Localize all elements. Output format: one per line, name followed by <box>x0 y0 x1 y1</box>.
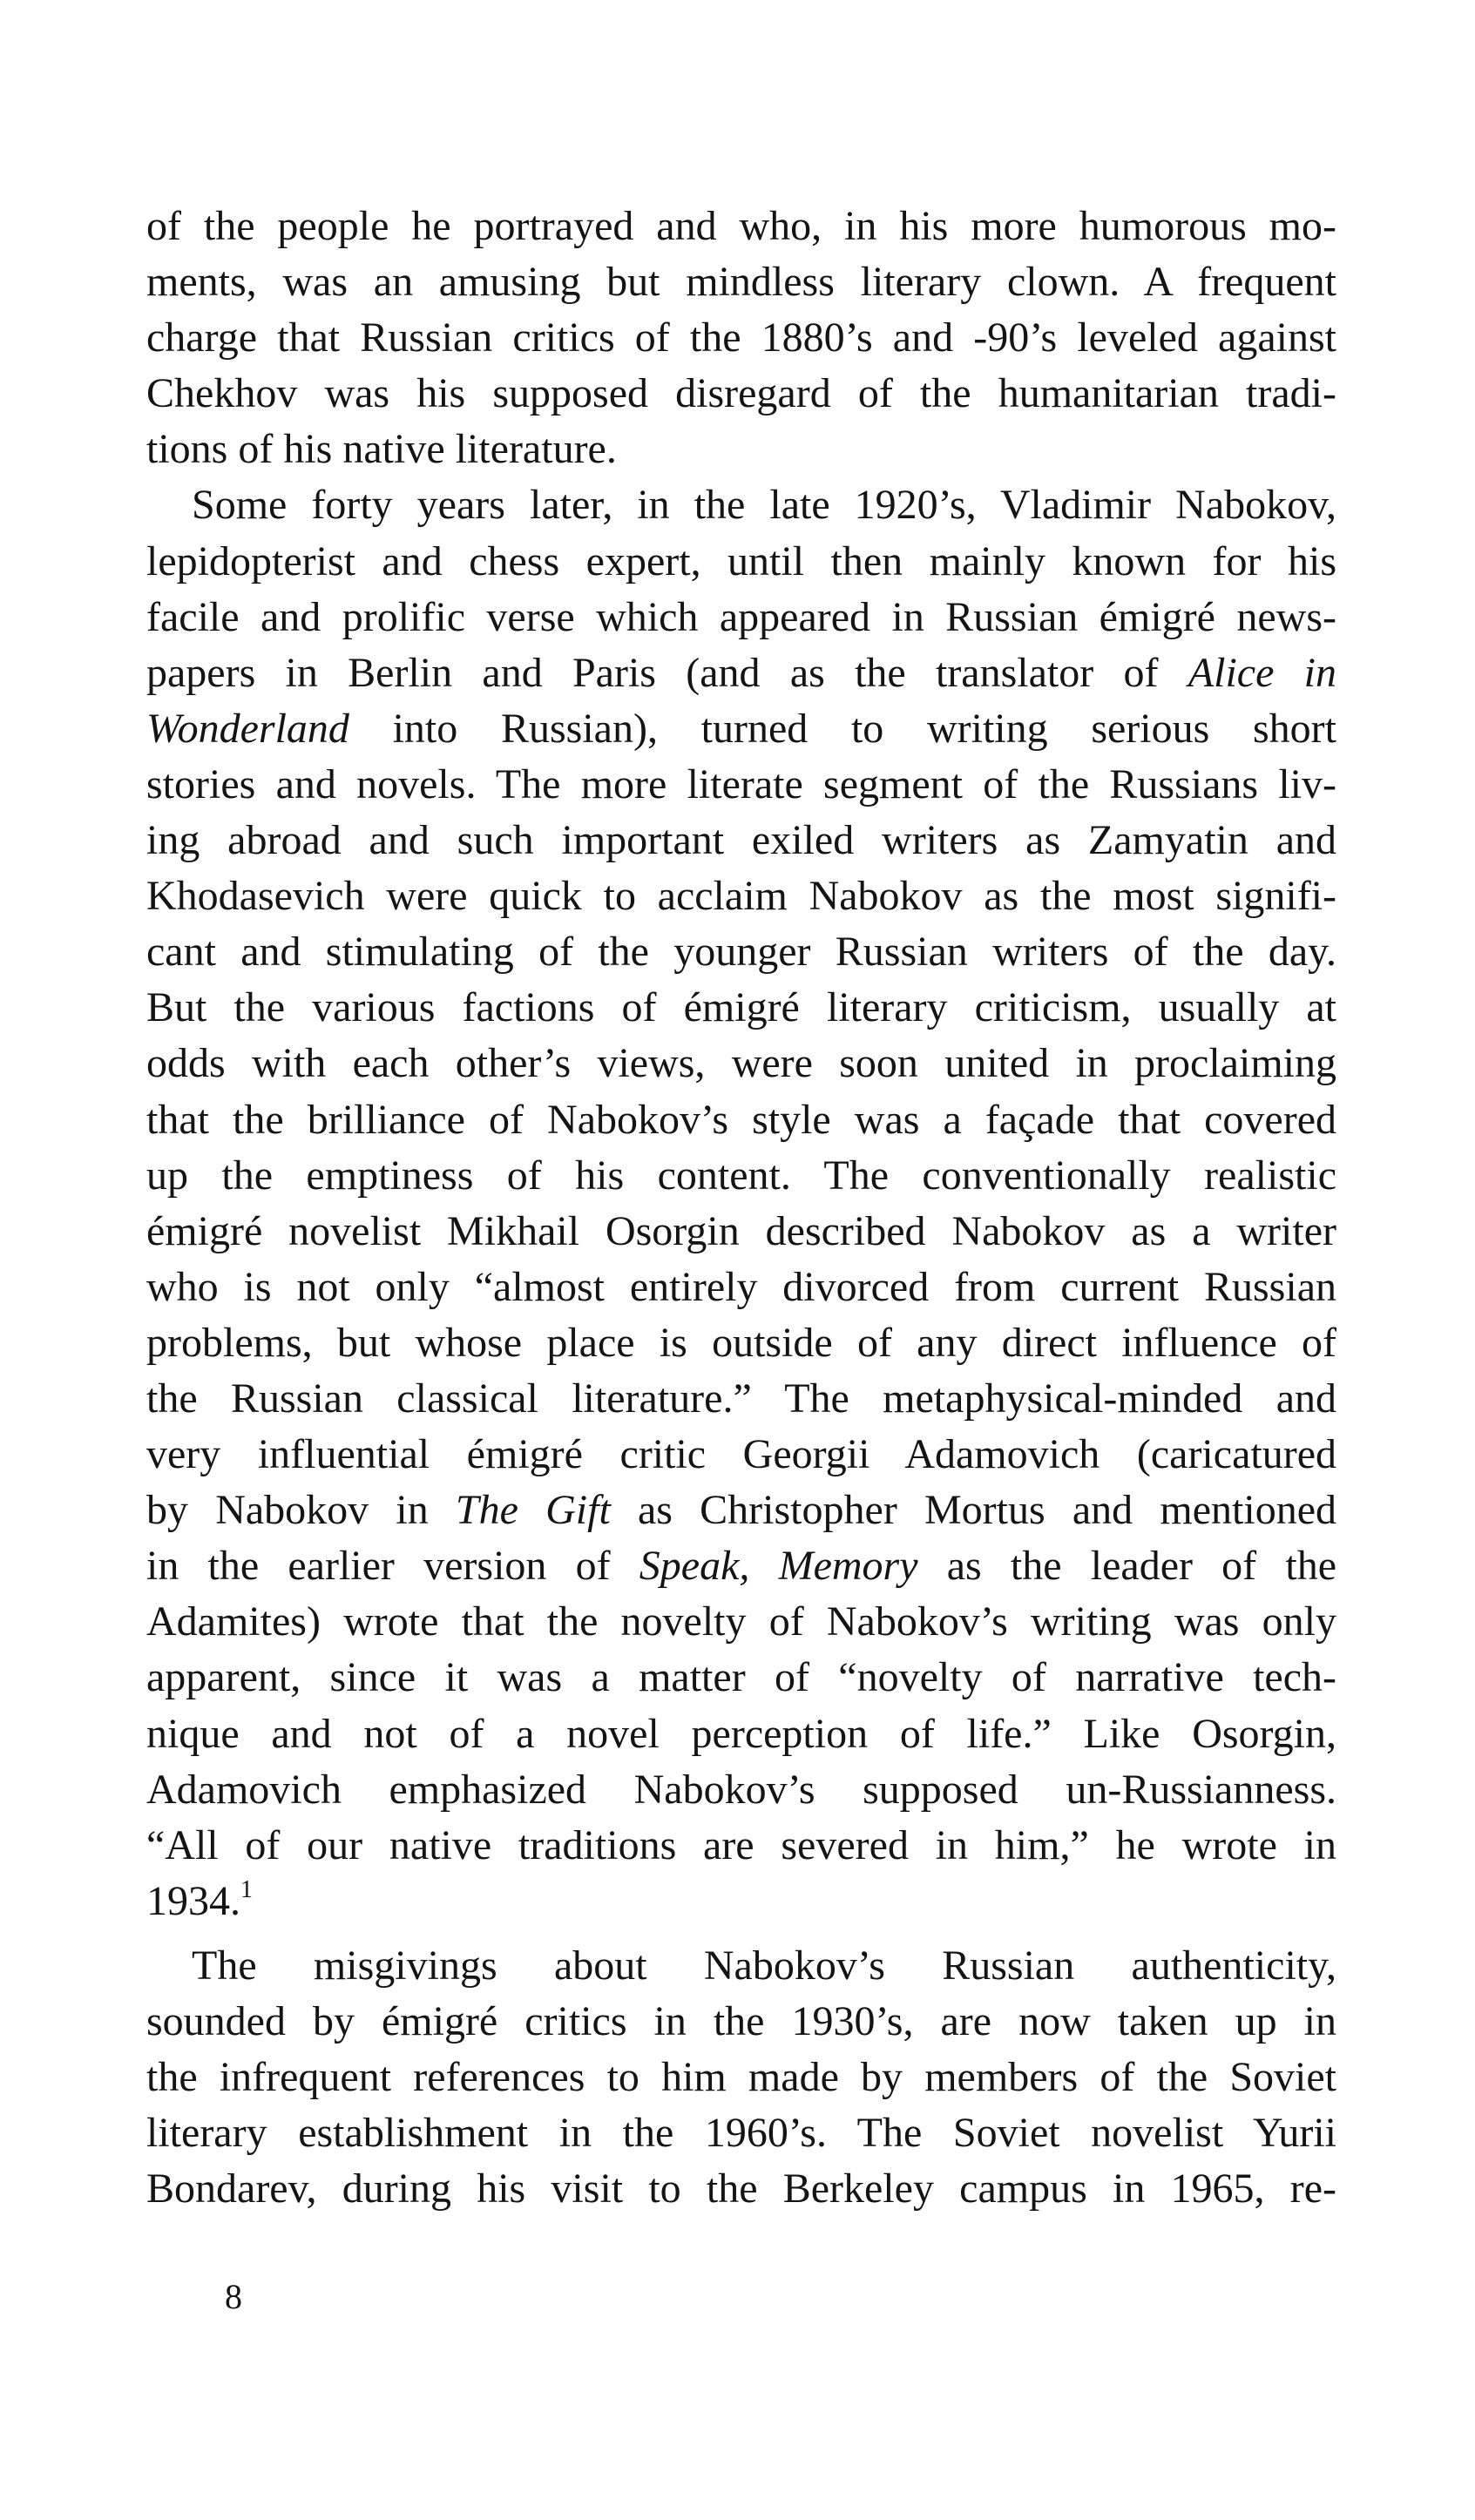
text-line: charge that Russian critics of the 1880’s and -90’s leveled against <box>146 314 1336 361</box>
text-line: “All of our native traditions are severed in him,” he wrote in <box>146 1821 1336 1868</box>
line-text: as Christopher Mortus and mentioned <box>610 1487 1336 1534</box>
text-line: Chekhov was his supposed disregard of the humanitarian tradi- <box>146 370 1336 417</box>
text-line: the infrequent references to him made by members of the Soviet <box>146 2054 1336 2101</box>
text-line: Adamites) wrote that the novelty of Nabokov’s writing was only <box>146 1598 1336 1645</box>
paragraph <box>146 199 1336 477</box>
text-line <box>146 645 1336 701</box>
line-text: 1934. <box>146 1877 240 1924</box>
italic-title: Alice in <box>1187 649 1337 696</box>
text-line: ments, was an amusing but mindless literary clown. A frequent <box>146 259 1336 306</box>
paragraph <box>146 1929 1336 2213</box>
text-line: Bondarev, during his visit to the Berkeley campus in 1965, re- <box>146 2165 1336 2213</box>
text-line: But the various factions of émigré literary criticism, usually at <box>146 984 1336 1031</box>
line-text: into Russian), turned to writing serious short <box>348 705 1336 752</box>
text-line <box>146 1483 1336 1538</box>
text-line: very influential émigré critic Georgii Adamovich (caricatured <box>146 1431 1336 1478</box>
text-line: ing abroad and such important exiled writers as Zamyatin and <box>146 817 1336 864</box>
text-line <box>146 1874 1336 1929</box>
footnote-marker: 1 <box>240 1875 253 1903</box>
text-line: The misgivings about Nabokov’s Russian authenticity, <box>192 1942 1336 1989</box>
text-line: up the emptiness of his content. The conventionally realistic <box>146 1152 1336 1199</box>
text-line: stories and novels. The more literate segment of the Russians liv- <box>146 760 1336 807</box>
text-line: nique and not of a novel perception of life.” Like Osorgin, <box>146 1710 1336 1757</box>
text-line: that the brilliance of Nabokov’s style was a façade that covered <box>146 1096 1336 1143</box>
text-line: lepidopterist and chess expert, until then mainly known for his <box>146 537 1336 584</box>
text-line: sounded by émigré critics in the 1930’s, are now taken up in <box>146 1998 1336 2044</box>
page-number: 8 <box>225 2277 242 2316</box>
text-line: apparent, since it was a matter of “novelty of narrative tech- <box>146 1654 1336 1701</box>
text-line: odds with each other’s views, were soon united in proclaiming <box>146 1040 1336 1087</box>
text-line: the Russian classical literature.” The metaphysical-minded and <box>146 1375 1336 1422</box>
text-line: Khodasevich were quick to acclaim Nabokov as the most signifi- <box>146 873 1336 920</box>
text-line: Adamovich emphasized Nabokov’s supposed un-Russianness. <box>146 1766 1336 1813</box>
line-text: in the earlier version of <box>146 1543 639 1590</box>
italic-title: Speak, Memory <box>639 1543 918 1590</box>
text-line: problems, but whose place is outside of any direct influence of <box>146 1319 1336 1366</box>
text-line: literary establishment in the 1960’s. The Soviet novelist Yurii <box>146 2110 1336 2157</box>
line-text: papers in Berlin and Paris (and as the translator of <box>146 649 1188 696</box>
text-line: who is not only “almost entirely divorced from current Russian <box>146 1263 1336 1310</box>
paragraph <box>146 477 1336 1929</box>
line-text: by Nabokov in <box>146 1487 456 1534</box>
text-line: tions of his native literature. <box>146 426 617 473</box>
line-text: as the leader of the <box>917 1543 1337 1590</box>
italic-title: Wonderland <box>146 705 349 752</box>
text-line: of the people he portrayed and who, in his more humorous mo- <box>146 203 1336 249</box>
italic-title: The Gift <box>455 1487 611 1534</box>
text-line: cant and stimulating of the younger Russian writers of the day. <box>146 929 1336 976</box>
text-line: Some forty years later, in the late 1920’s, Vladimir Nabokov, <box>192 482 1336 529</box>
text-line: émigré novelist Mikhail Osorgin described Nabokov as a writer <box>146 1207 1336 1254</box>
text-line <box>146 1538 1336 1594</box>
body-text <box>146 199 1337 2213</box>
text-line: facile and prolific verse which appeared in Russian émigré news- <box>146 593 1336 640</box>
text-line <box>146 701 1336 757</box>
